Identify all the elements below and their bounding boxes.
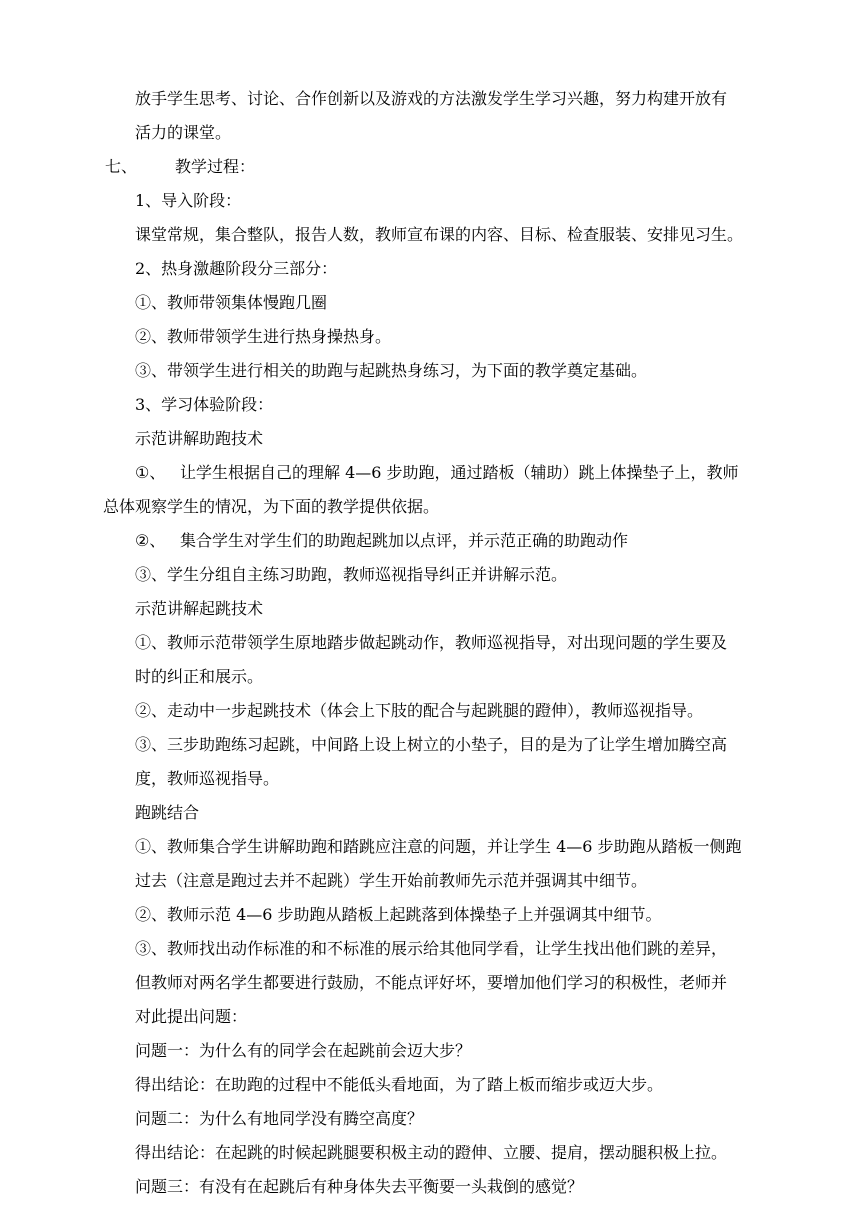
text-line: 1、导入阶段： bbox=[135, 191, 242, 210]
conclusion-line: 得出结论：在助跑的过程中不能低头看地面，为了踏上板而缩步或迈大步。 bbox=[135, 1075, 664, 1094]
text-line: 度，教师巡视指导。 bbox=[135, 769, 280, 788]
text-line: 放手学生思考、讨论、合作创新以及游戏的方法激发学生学习兴趣，努力构建开放有 bbox=[135, 89, 728, 108]
text-line: 过去（注意是跑过去并不起跳）学生开始前教师先示范并强调其中细节。 bbox=[135, 871, 648, 890]
item-marker: ②、 bbox=[135, 531, 166, 550]
text-line: 集合学生对学生们的助跑起跳加以点评，并示范正确的助跑动作 bbox=[180, 531, 629, 550]
text-line: ③、学生分组自主练习助跑，教师巡视指导纠正并讲解示范。 bbox=[135, 565, 568, 584]
text-line: 课堂常规，集合整队，报告人数，教师宣布课的内容、目标、检查服装、安排见习生。 bbox=[135, 225, 744, 244]
text-line: 活力的课堂。 bbox=[135, 123, 232, 142]
section-number: 七、 bbox=[105, 157, 138, 176]
section-heading: 教学过程： bbox=[175, 157, 256, 176]
text-line: 时的纠正和展示。 bbox=[135, 667, 264, 686]
text-line: ②、教师示范 4—6 步助跑从踏板上起跳落到体操垫子上并强调其中细节。 bbox=[135, 905, 662, 924]
text-line: 对此提出问题： bbox=[135, 1007, 248, 1026]
text-line: ③、三步助跑练习起跳，中间路上设上树立的小垫子，目的是为了让学生增加腾空高 bbox=[135, 735, 728, 754]
text-line: 总体观察学生的情况，为下面的教学提供依据。 bbox=[103, 497, 440, 516]
text-line: 3、学习体验阶段： bbox=[135, 395, 274, 414]
text-line: 让学生根据自己的理解 4—6 步助跑，通过踏板（辅助）跳上体操垫子上，教师 bbox=[180, 463, 739, 482]
question-line: 问题二：为什么有地同学没有腾空高度？ bbox=[135, 1109, 424, 1128]
question-line: 问题三：有没有在起跳后有种身体失去平衡要一头栽倒的感觉？ bbox=[135, 1177, 584, 1196]
text-line: ①、教师示范带领学生原地踏步做起跳动作，教师巡视指导，对出现问题的学生要及 bbox=[135, 633, 728, 652]
text-line: ②、走动中一步起跳技术（体会上下肢的配合与起跳腿的蹬伸），教师巡视指导。 bbox=[135, 701, 704, 720]
text-line: ③、教师找出动作标准的和不标准的展示给其他同学看，让学生找出他们跳的差异， bbox=[135, 939, 728, 958]
text-line: 但教师对两名学生都要进行鼓励，不能点评好坏，要增加他们学习的积极性，老师并 bbox=[135, 973, 728, 992]
subheading: 示范讲解起跳技术 bbox=[135, 599, 264, 618]
text-line: ①、教师带领集体慢跑几圈 bbox=[135, 293, 328, 312]
subheading: 跑跳结合 bbox=[135, 803, 200, 822]
text-line: 2、热身激趣阶段分三部分： bbox=[135, 259, 338, 278]
text-line: ①、教师集合学生讲解助跑和踏跳应注意的问题，并让学生 4—6 步助跑从踏板一侧跑 bbox=[135, 837, 742, 856]
subheading: 示范讲解助跑技术 bbox=[135, 429, 264, 448]
question-line: 问题一：为什么有的同学会在起跳前会迈大步？ bbox=[135, 1041, 472, 1060]
item-marker: ①、 bbox=[135, 463, 166, 482]
conclusion-line: 得出结论：在起跳的时候起跳腿要积极主动的蹬伸、立腰、提肩，摆动腿积极上拉。 bbox=[135, 1143, 728, 1162]
text-line: ②、教师带领学生进行热身操热身。 bbox=[135, 327, 392, 346]
text-line: ③、带领学生进行相关的助跑与起跳热身练习，为下面的教学奠定基础。 bbox=[135, 361, 648, 380]
